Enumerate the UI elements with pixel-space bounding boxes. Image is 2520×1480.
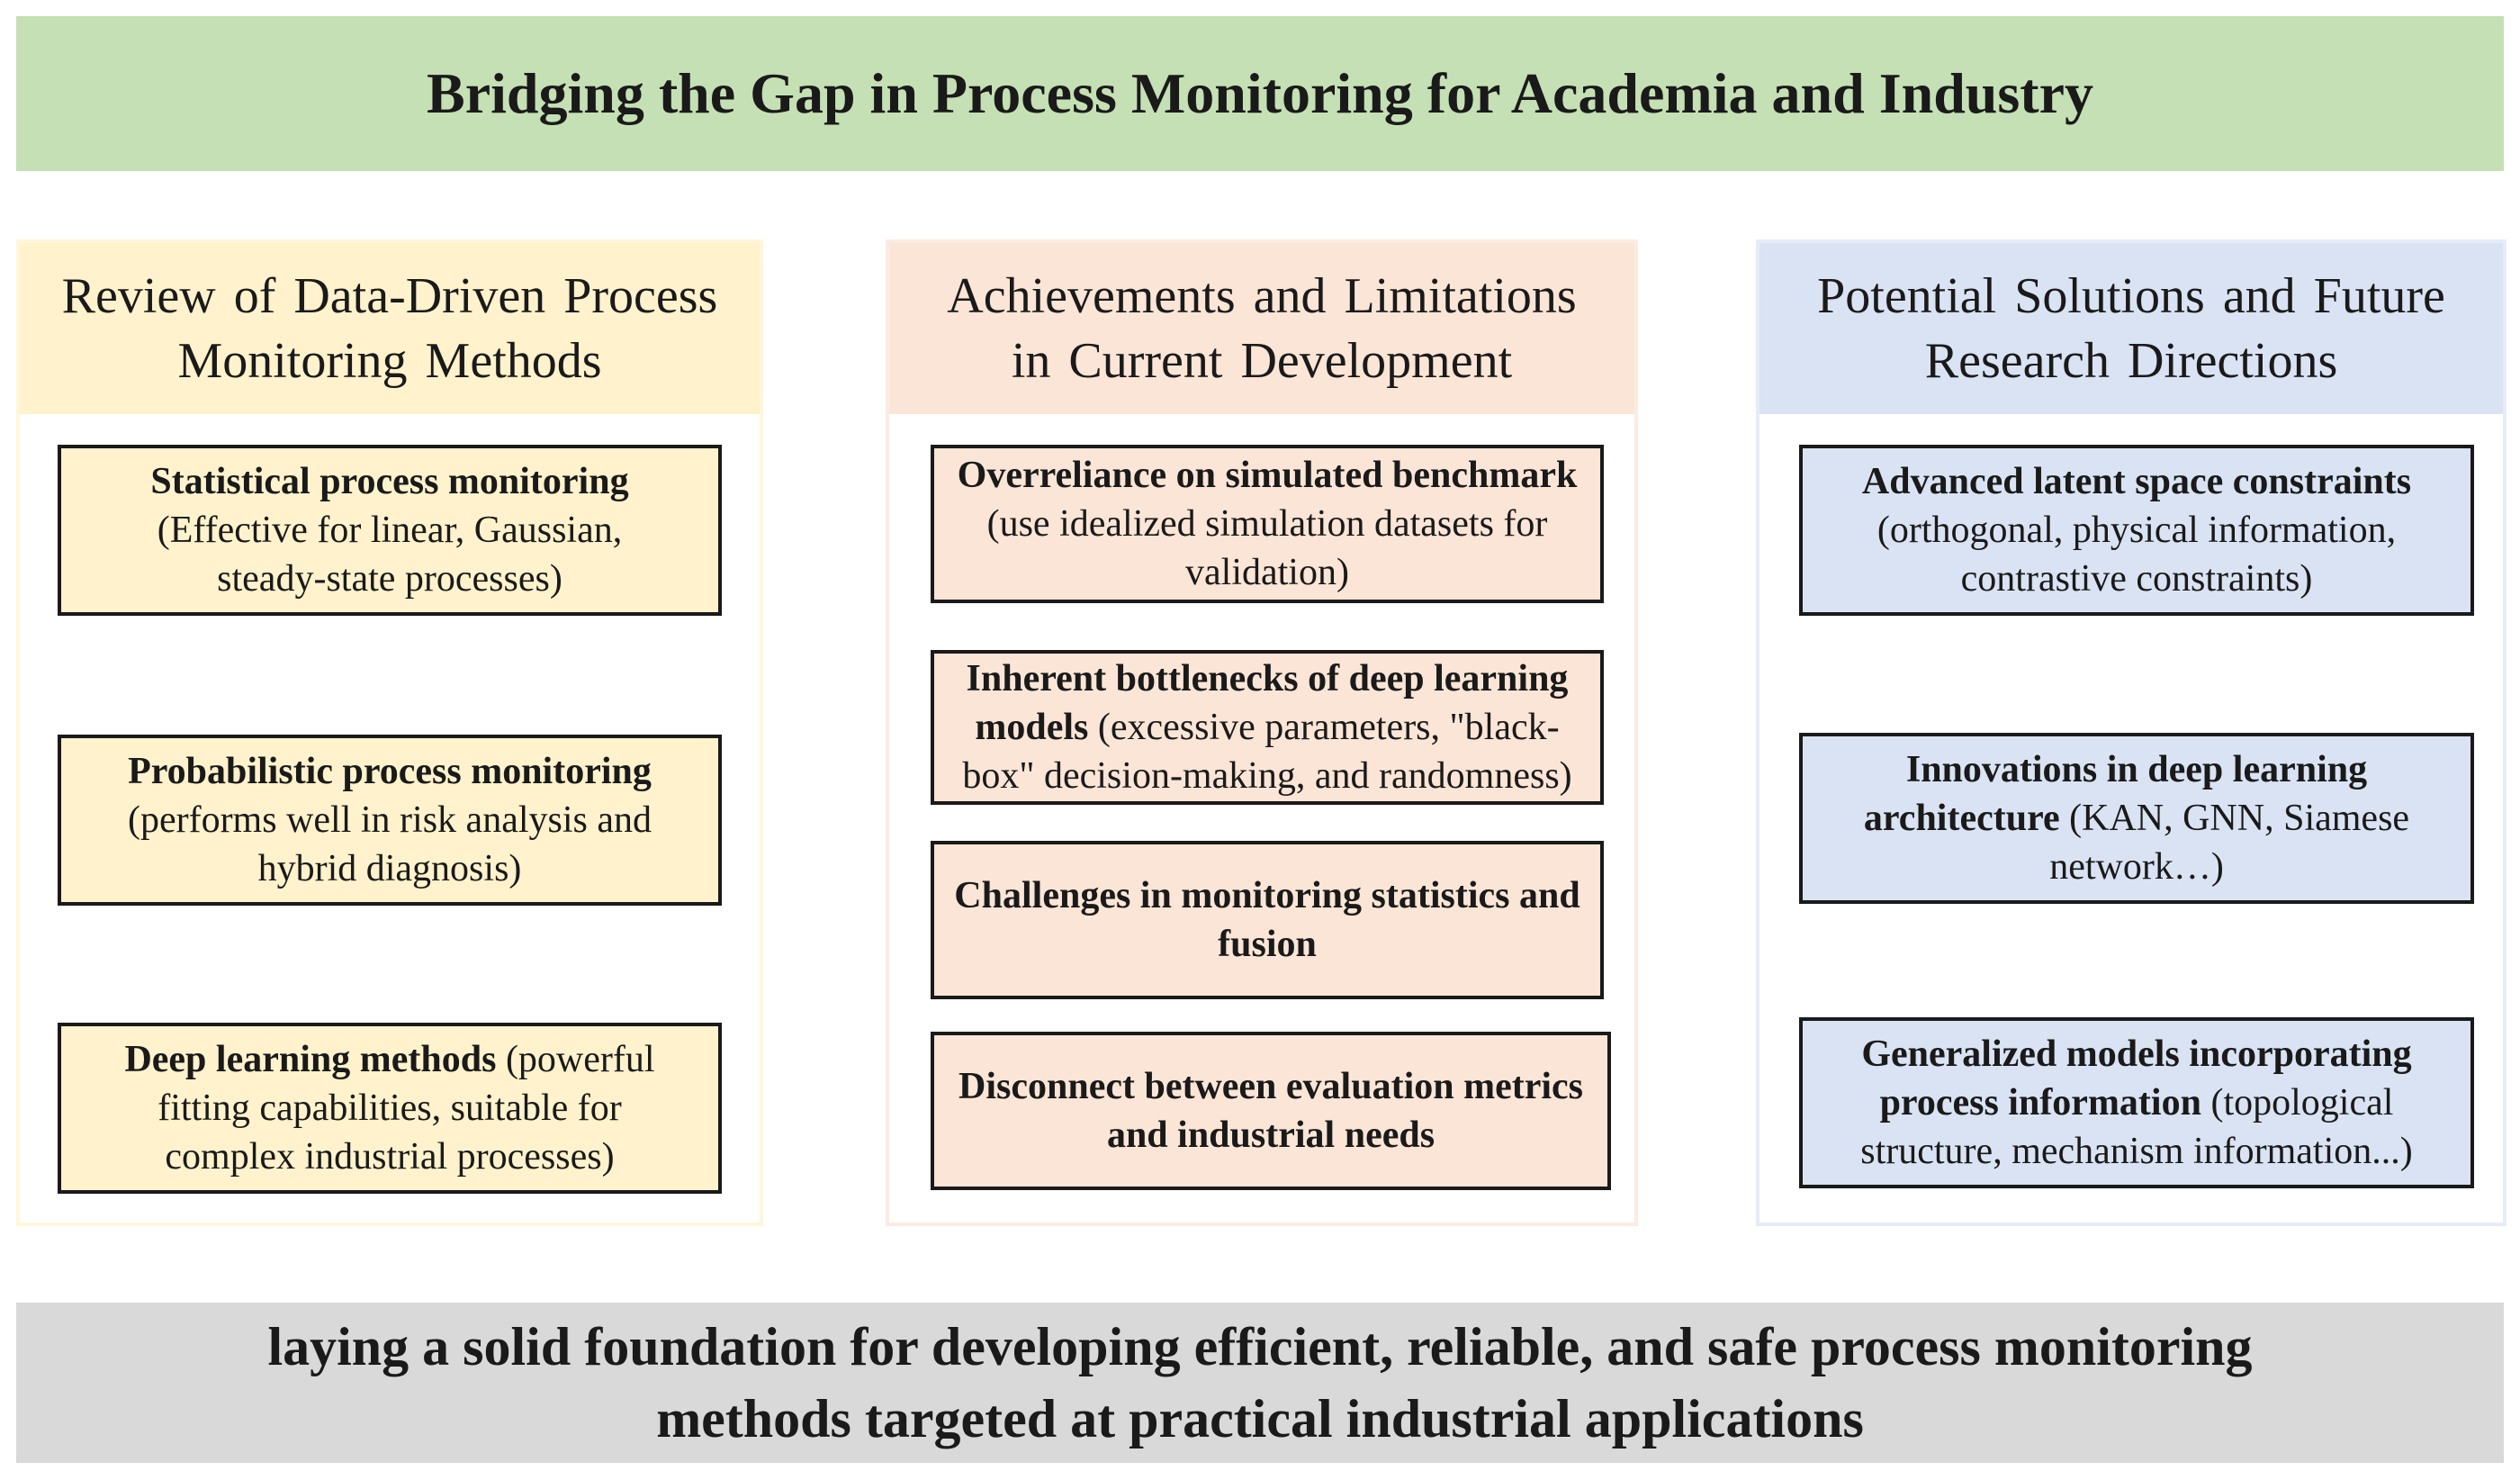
box-text: steady-state processes): [217, 558, 562, 600]
box-title: Generalized models incorporating: [1861, 1033, 2412, 1075]
box-title: models: [975, 707, 1089, 748]
box-generalized-models: [1799, 1017, 2474, 1188]
box-text: (Effective for linear, Gaussian,: [157, 510, 623, 551]
footer-banner: [16, 1303, 2504, 1463]
box-title: Disconnect between evaluation metrics: [958, 1066, 1584, 1107]
box-text: (orthogonal, physical information,: [1876, 510, 2397, 551]
header-line: Potential Solutions and Future: [1817, 268, 2445, 324]
box-title: process information: [1879, 1082, 2201, 1124]
column-solutions: [1756, 239, 2506, 1226]
box-deep-learning-architecture: [1799, 733, 2474, 904]
column-achievements: [886, 239, 1638, 1226]
box-title: Innovations in deep learning: [1905, 749, 2368, 790]
box-probabilistic-monitoring: [58, 735, 722, 906]
title-banner: [16, 16, 2504, 171]
box-text: fitting capabilities, suitable for: [158, 1087, 622, 1129]
box-simulated-benchmark: [931, 445, 1604, 603]
header-line: Monitoring Methods: [177, 333, 602, 389]
box-text: contrastive constraints): [1960, 558, 2313, 600]
box-title: and industrial needs: [1106, 1115, 1436, 1156]
diagram-title: Bridging the Gap in Process Monitoring for Academia and Industry: [427, 61, 2093, 125]
footer-line: methods targeted at practical industrial applications: [656, 1389, 1864, 1448]
box-deep-learning-bottlenecks: [931, 650, 1604, 805]
box-text: box" decision-making, and randomness): [962, 755, 1572, 797]
box-title: Deep learning methods: [124, 1039, 497, 1080]
box-statistical-monitoring: [58, 445, 722, 616]
box-text: network…): [2049, 846, 2224, 888]
box-text: (topological: [2200, 1082, 2394, 1124]
column-header-achievements: [889, 243, 1634, 414]
box-deep-learning-methods: [58, 1023, 722, 1194]
box-latent-space-constraints: [1799, 445, 2474, 616]
box-title: Challenges in monitoring statistics and: [954, 875, 1580, 916]
box-text: validation): [1185, 552, 1349, 593]
column-header-review: [20, 243, 760, 414]
column-header-solutions: [1760, 243, 2503, 414]
box-title: architecture: [1863, 798, 2060, 839]
header-line: Achievements and Limitations: [947, 268, 1577, 324]
footer-line: laying a solid foundation for developing efficient, reliable, and safe process monitoring: [267, 1317, 2253, 1376]
header-line: Research Directions: [1924, 333, 2338, 389]
column-review: [16, 239, 763, 1226]
box-title: Overreliance on simulated benchmark: [957, 455, 1578, 496]
box-title: Probabilistic process monitoring: [128, 751, 652, 792]
box-evaluation-metrics-disconnect: [931, 1032, 1611, 1190]
box-text: hybrid diagnosis): [257, 848, 522, 889]
box-monitoring-statistics-fusion: [931, 841, 1604, 999]
box-text: structure, mechanism information...): [1860, 1131, 2413, 1172]
header-line: in Current Development: [1011, 333, 1513, 389]
box-text: complex industrial processes): [165, 1136, 615, 1178]
header-line: Review of Data-Driven Process: [61, 268, 718, 324]
box-text: (use idealized simulation datasets for: [986, 503, 1548, 545]
box-title: Advanced latent space constraints: [1861, 461, 2412, 502]
box-text: (powerful: [496, 1039, 655, 1080]
box-text: (excessive parameters, "black-: [1088, 707, 1560, 748]
box-title: Inherent bottlenecks of deep learning: [966, 658, 1569, 699]
box-title: Statistical process monitoring: [150, 461, 629, 502]
box-text: (KAN, GNN, Siamese: [2059, 798, 2410, 839]
box-text: (performs well in risk analysis and: [127, 799, 652, 841]
box-title: fusion: [1218, 924, 1317, 965]
